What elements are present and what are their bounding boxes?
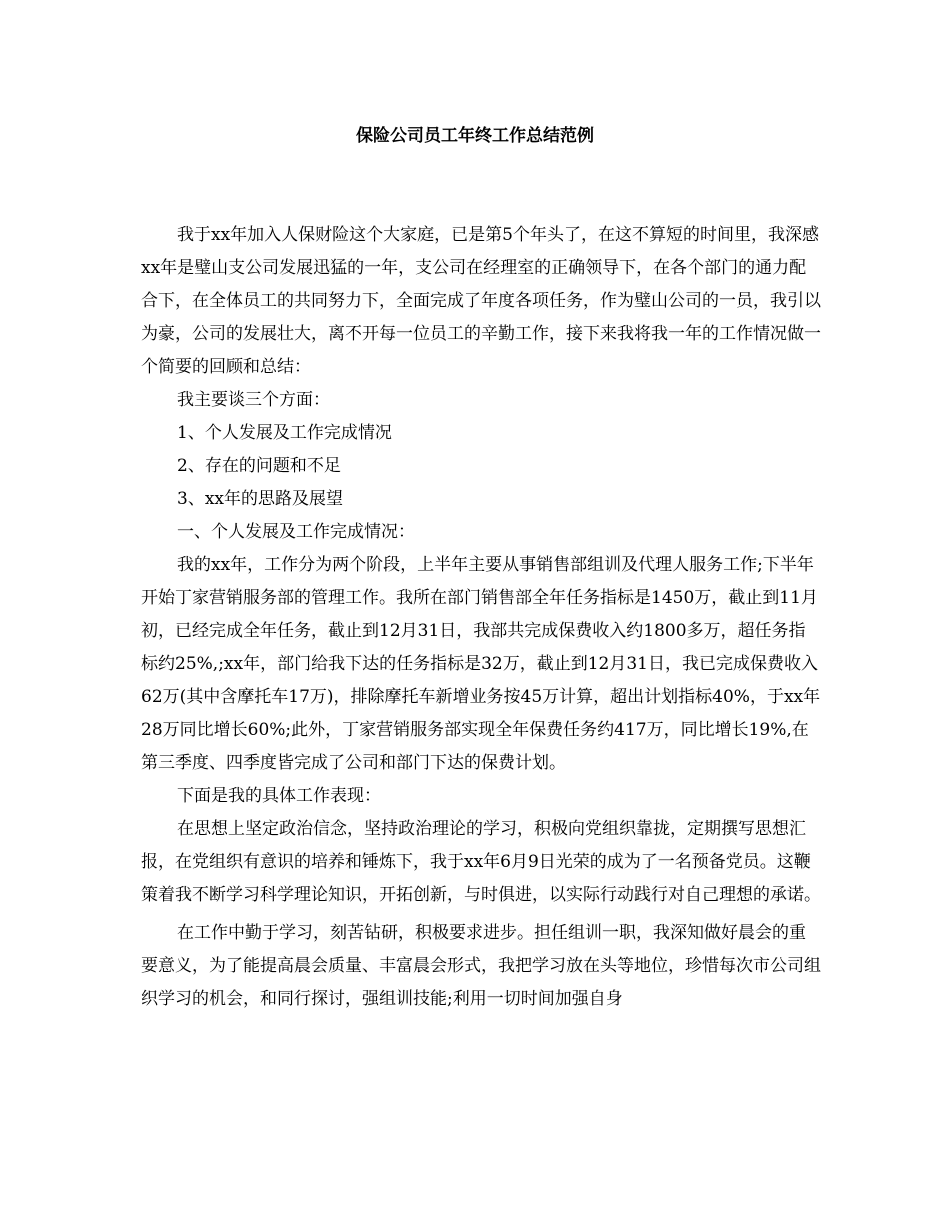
list-item-1: 1、个人发展及工作完成情况 <box>177 423 392 443</box>
list-item-3: 3、xx年的思路及展望 <box>177 489 343 509</box>
section-heading-1: 一、个人发展及工作完成情况： <box>177 522 415 542</box>
paragraph-diligent-study: 在工作中勤于学习，刻苦钻研，积极要求进步。担任组训一职，我深知做好晨会的重要意义，为了能提高晨会质量、丰富晨会形式，我把学习放在头等地位，珍惜每次市公司组织学习的机会，和同行探讨，强组训技能;利用一切时间加强自身 <box>141 923 821 1009</box>
document-title: 保险公司员工年终工作总结范例 <box>356 126 594 146</box>
document-body <box>141 219 821 1016</box>
paragraph-work-performance-intro: 下面是我的具体工作表现： <box>177 786 381 806</box>
paragraph-work-stages: 我的xx年，工作分为两个阶段，上半年主要从事销售部组训及代理人服务工作;下半年开始丁家营销服务部的管理工作。我所在部门销售部全年任务指标是1450万，截止到11月初，已经完成全年任务，截止到12月31日，我部共完成保费收入约1800多万，超任务指标约25%,;xx年，部门给我下达的任务指标是32万，截止到12月31日，我已完成保费收入62万(其中含摩托车17万)，排除摩托车新增业务按45万计算，超出计划指标40%，于xx年28万同比增长60%;此外，丁家营销服务部实现全年保费任务约417万，同比增长19%,在第三季度、四季度皆完成了公司和部门下达的保费计划。 <box>141 555 821 773</box>
paragraph-three-aspects: 我主要谈三个方面： <box>177 390 330 410</box>
list-item-2: 2、存在的问题和不足 <box>177 456 341 476</box>
paragraph-intro: 我于xx年加入人保财险这个大家庭，已是第5个年头了，在这不算短的时间里，我深感xx年是璧山支公司发展迅猛的一年，支公司在经理室的正确领导下，在各个部门的通力配合下，在全体员工的共同努力下，全面完成了年度各项任务，作为璧山公司的一员，我引以为豪，公司的发展壮大，离不开每一位员工的辛勤工作，接下来我将我一年的工作情况做一个简要的回顾和总结： <box>141 225 821 377</box>
paragraph-political-thought: 在思想上坚定政治信念，坚持政治理论的学习，积极向党组织靠拢，定期撰写思想汇报，在党组织有意识的培养和锤炼下，我于xx年6月9日光荣的成为了一名预备党员。这鞭策着我不断学习科学理论知识，开拓创新，与时俱进，以实际行动践行对自己理想的承诺。 <box>141 819 821 905</box>
